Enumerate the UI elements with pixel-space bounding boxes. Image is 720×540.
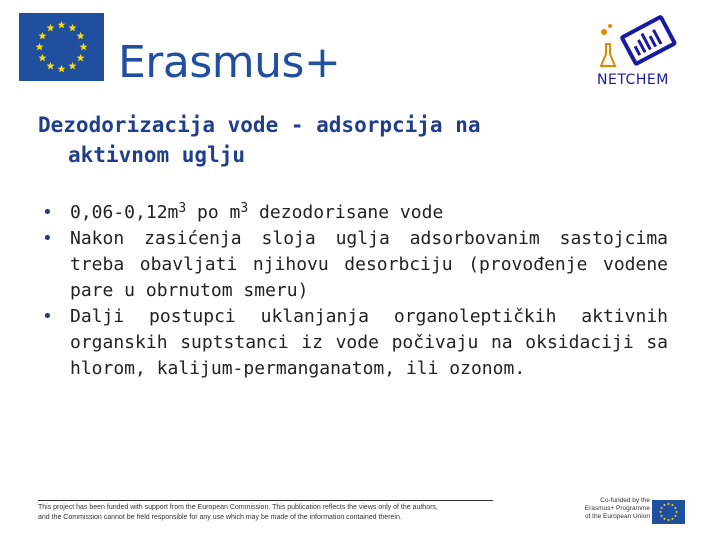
slide-title-line-1: Dezodorizacija vode - adsorpcija na [38,113,481,137]
eu-star-icon [77,32,85,40]
eu-star-icon [659,510,662,513]
bullet-text-mid: po m [186,202,241,223]
eu-star-icon [69,24,77,32]
eu-star-icon [663,503,666,506]
disclaimer-line-2: and the Commission cannot be held responsible for any use which may be made of the information contained therein. [38,514,402,521]
eu-star-icon [38,32,46,40]
bullet-dot-icon: • [42,228,53,249]
bullet-text: Nakon zasićenja sloja uglja adsorbovanim sastojcima treba obavljati njihovu desorbciju (provođenje vodene pare u obrnutom smeru) [70,228,668,301]
cofunded-label [568,497,650,521]
bullet-item [40,226,668,304]
bullet-dot-icon: • [42,202,53,223]
eu-star-icon [674,514,677,517]
eu-star-icon [671,503,674,506]
bullet-text-post: dezodorisane vode [248,202,444,223]
eu-star-icon [58,21,66,29]
bullet-text: Dalji postupci uklanjanja organoleptičkih aktivnih organskih suptstanci iz vode počivaju na oksidaciji sa hlorom, kalijum-permanganatom, ili ozonom. [70,306,668,379]
eu-star-icon [674,506,677,509]
eu-star-icon [77,54,85,62]
eu-star-icon [58,65,66,73]
cofunded-line-3: of the European Union [584,513,650,520]
eu-star-icon [667,502,670,505]
eu-star-icon [660,506,663,509]
eu-star-icon [663,517,666,520]
bullet-dot-icon: • [42,306,53,327]
slide-title [38,110,638,170]
eu-star-icon [47,24,55,32]
eu-star-icon [667,518,670,521]
eu-flag-small-icon [652,500,685,524]
erasmus-plus-logo: Erasmus+ [118,37,341,88]
eu-star-icon [671,517,674,520]
eu-star-icon [38,54,46,62]
superscript: 3 [178,201,187,216]
eu-star-icon [675,510,678,513]
eu-flag-icon [19,13,104,81]
footer-disclaimer [38,503,508,523]
bullet-item [40,304,668,382]
slide-title-line-2: aktivnom uglju [68,143,246,167]
footer-divider [38,500,493,501]
disclaimer-line-1: This project has been funded with support from the European Commission. This publication reflects the views only of the authors, [38,504,438,511]
cofunded-line-2: Erasmus+ Programme [584,505,650,512]
eu-star-icon [80,43,88,51]
bullet-text-pre: 0,06-0,12m [70,202,179,223]
eu-star-icon [36,43,44,51]
bullet-list [40,200,668,382]
eu-star-icon [660,514,663,517]
eu-star-icon [47,62,55,70]
netchem-wordmark: NETCHEM [597,72,669,88]
superscript: 3 [240,201,249,216]
cofunded-line-1: Co-funded by the [600,497,650,504]
eu-star-icon [69,62,77,70]
bullet-item [40,200,668,226]
